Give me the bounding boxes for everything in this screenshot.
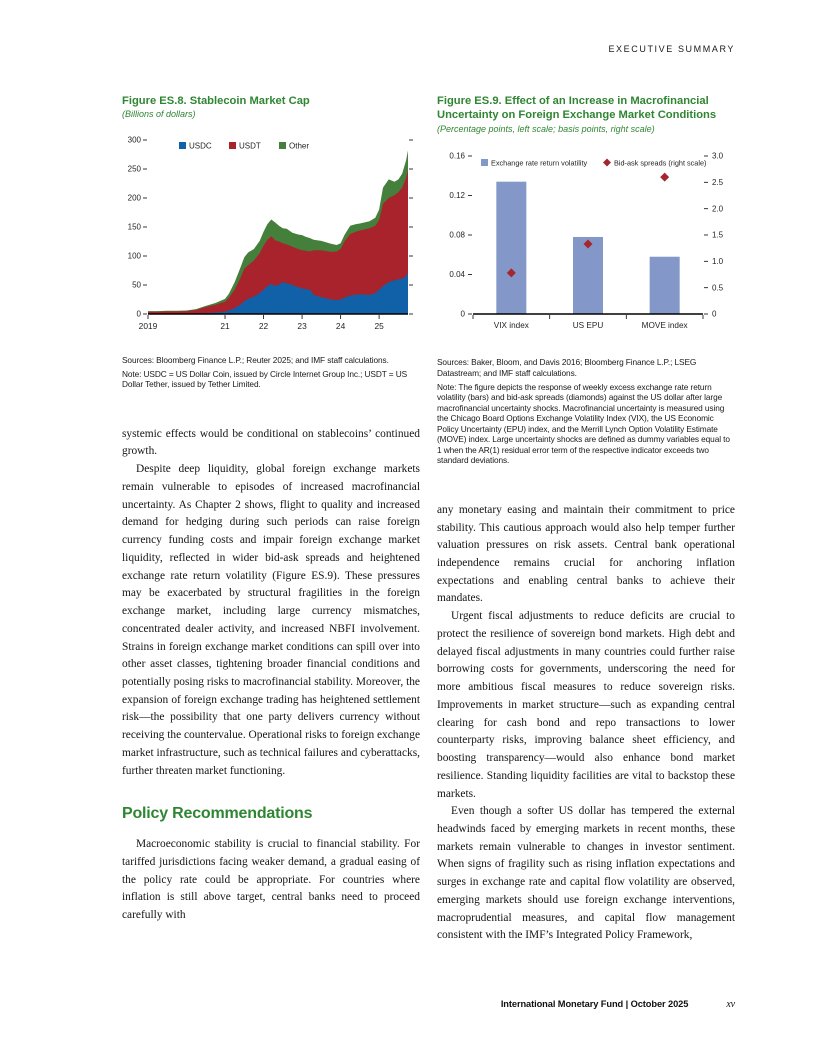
paragraph-macro-stability: Macroeconomic stability is crucial to financial stability. For tariffed jurisdictions facing weaker demand, a gradual easing of the policy rate could be appropriate. For countries where inflation is still above target, central banks need to proceed carefully with bbox=[122, 838, 420, 922]
svg-text:1.0: 1.0 bbox=[712, 257, 724, 267]
svg-text:150: 150 bbox=[127, 222, 141, 232]
svg-text:Bid-ask spreads (right scale): Bid-ask spreads (right scale) bbox=[614, 158, 707, 168]
figure-es9-notes bbox=[437, 357, 735, 465]
svg-text:250: 250 bbox=[127, 164, 141, 174]
figure-es8-subtitle: (Billions of dollars) bbox=[122, 109, 196, 120]
figure-es8-notes bbox=[122, 355, 420, 390]
figure-es9-title: Figure ES.9. Effect of an Increase in Macrofinancial Uncertainty on Foreign Exchange Market Conditions bbox=[437, 95, 717, 122]
figure-es9-subtitle: (Percentage points, left scale; basis points, right scale) bbox=[437, 123, 655, 134]
svg-text:USDC: USDC bbox=[189, 141, 212, 151]
paragraph-fiscal-adjustments: Urgent fiscal adjustments to reduce deficits are crucial to protect the resilience of sovereign bond markets. High debt and delayed fiscal adjustments in many countries could further raise borrowing costs for governments, underscoring the need for more ambitious fiscal measures to reduce sovereign risks. Improvements in market structure—such as expanding central clearing for cash bond and repo transactions to lower counterparty risks, improving balance sheet efficiency, and boosting transparency—would also enhance bond market resilience. Standing liquidity facilities are vital to backstop these markets. bbox=[437, 610, 735, 800]
figure-es8-note: Note: USDC = US Dollar Coin, issued by Circle Internet Group Inc.; USDT = US Dollar Tether, issued by Tether Limited. bbox=[122, 368, 408, 390]
svg-text:22: 22 bbox=[258, 321, 269, 332]
svg-text:2019: 2019 bbox=[138, 321, 158, 332]
page-footer bbox=[501, 999, 735, 1010]
stablecoin-market-cap-chart bbox=[122, 128, 420, 343]
svg-text:USDT: USDT bbox=[239, 141, 261, 151]
paragraph-emerging-markets: Even though a softer US dollar has tempered the external headwinds faced by emerging markets in recent months, these markets remain vulnerable to changes in investor sentiment. When signs of fragility such as rising inflation expectations and surges in exchange rate and capital flow volatility are observed, emerging markets should use foreign exchange interventions, macroprudential measures, and capital flow management consistent with the IMF’s Integrated Policy Framework, bbox=[437, 805, 735, 942]
paragraph-continuation: systemic effects would be conditional on stablecoins’ continued growth. bbox=[122, 427, 420, 458]
right-column bbox=[437, 94, 735, 945]
svg-text:0.5: 0.5 bbox=[712, 283, 724, 293]
svg-text:Other: Other bbox=[289, 141, 310, 151]
svg-text:US EPU: US EPU bbox=[572, 321, 604, 331]
svg-text:21: 21 bbox=[220, 321, 230, 332]
paragraph-monetary-easing: any monetary easing and maintain their commitment to price stability. This cautious approach would also help temper further valuation pressures on risk assets. Central bank operational independence remains crucial for anchoring inflation expectations and enabling central banks to achieve their mandates. bbox=[437, 503, 735, 605]
svg-text:24: 24 bbox=[335, 321, 346, 332]
section-heading-policy-recommendations: Policy Recommendations bbox=[122, 805, 313, 823]
two-column-layout bbox=[122, 94, 735, 945]
left-column bbox=[122, 94, 420, 945]
svg-text:0.04: 0.04 bbox=[449, 270, 465, 280]
svg-text:0: 0 bbox=[136, 309, 141, 319]
figure-es9 bbox=[437, 94, 735, 466]
uncertainty-fx-conditions-chart bbox=[437, 142, 735, 345]
figure-es8-sources: Sources: Bloomberg Finance L.P.; Reuter 2025; and IMF staff calculations. bbox=[122, 355, 389, 366]
svg-text:0.12: 0.12 bbox=[449, 191, 465, 201]
svg-text:2.0: 2.0 bbox=[712, 204, 724, 214]
svg-text:100: 100 bbox=[127, 251, 141, 261]
figure-es8-title: Figure ES.8. Stablecoin Market Cap bbox=[122, 95, 310, 107]
figure-es9-sources: Sources: Baker, Bloom, and Davis 2016; Bloomberg Finance L.P.; LSEG Datastream; and IMF staff calculations. bbox=[437, 357, 697, 378]
svg-text:0: 0 bbox=[712, 310, 717, 320]
svg-text:50: 50 bbox=[132, 280, 141, 290]
svg-text:23: 23 bbox=[297, 321, 307, 332]
svg-text:0: 0 bbox=[460, 310, 465, 320]
svg-text:200: 200 bbox=[127, 193, 141, 203]
svg-text:25: 25 bbox=[374, 321, 384, 332]
svg-text:3.0: 3.0 bbox=[712, 152, 724, 162]
svg-text:Exchange rate return volatilit: Exchange rate return volatility bbox=[491, 158, 588, 168]
svg-text:VIX index: VIX index bbox=[493, 321, 529, 331]
svg-text:0.16: 0.16 bbox=[449, 152, 465, 162]
svg-text:2.5: 2.5 bbox=[712, 178, 724, 188]
figure-es8 bbox=[122, 94, 420, 390]
running-header: EXECUTIVE SUMMARY bbox=[608, 44, 735, 54]
svg-text:0.08: 0.08 bbox=[449, 231, 465, 241]
svg-text:300: 300 bbox=[127, 135, 141, 145]
paragraph-fx-vulnerability: Despite deep liquidity, global foreign exchange markets remain vulnerable to episodes of increased macrofinancial uncertainty. As Chapter 2 shows, flight to quality and increased demand for hedging during such periods can raise foreign currency funding costs and impair foreign exchange market liquidity, reflected in wider bid-ask spreads and heightened exchange rate return volatility (Figure ES.9). These pressures may be exacerbated by structural fragilities in the foreign exchange market, including large currency mismatches, concentrated dealer activity, and increased NBFI involvement. Strains in foreign exchange market conditions can spill over into other asset classes, tightening broader financial conditions and potentially posing risks to macrofinancial stability. Moreover, the expansion of foreign exchange trading has heightened settlement risk—the possibility that one party delivers currency without receiving the countervalue. Operational risks to foreign exchange market infrastructure, such as technical failures and cyberattacks, further threaten market functioning. bbox=[122, 463, 420, 777]
page-number: xv bbox=[726, 999, 735, 1010]
right-body-text bbox=[437, 502, 735, 945]
svg-text:1.5: 1.5 bbox=[712, 231, 724, 241]
svg-text:MOVE index: MOVE index bbox=[641, 321, 688, 331]
left-body-text bbox=[122, 426, 420, 925]
figure-es9-note: Note: The figure depicts the response of weekly excess exchange rate return volatility (bars) and bid-ask spreads (diamonds) against the US dollar after large macrofinancial uncertainty shocks. Macrofinancial uncertainty is measured using the Chicago Board Options Exchange Volatility Index (VIX), the US Economic Policy Uncertainty (EPU) index, and the Merrill Lynch Option Volatility Estimate (MOVE) index. Large uncertainty shocks are defined as dummy variables equal to 1 when the AR(1) residual error term of the respective indicator exceeds two standard deviations. bbox=[437, 381, 730, 466]
footer-publisher: International Monetary Fund | October 2025 bbox=[500, 999, 689, 1009]
